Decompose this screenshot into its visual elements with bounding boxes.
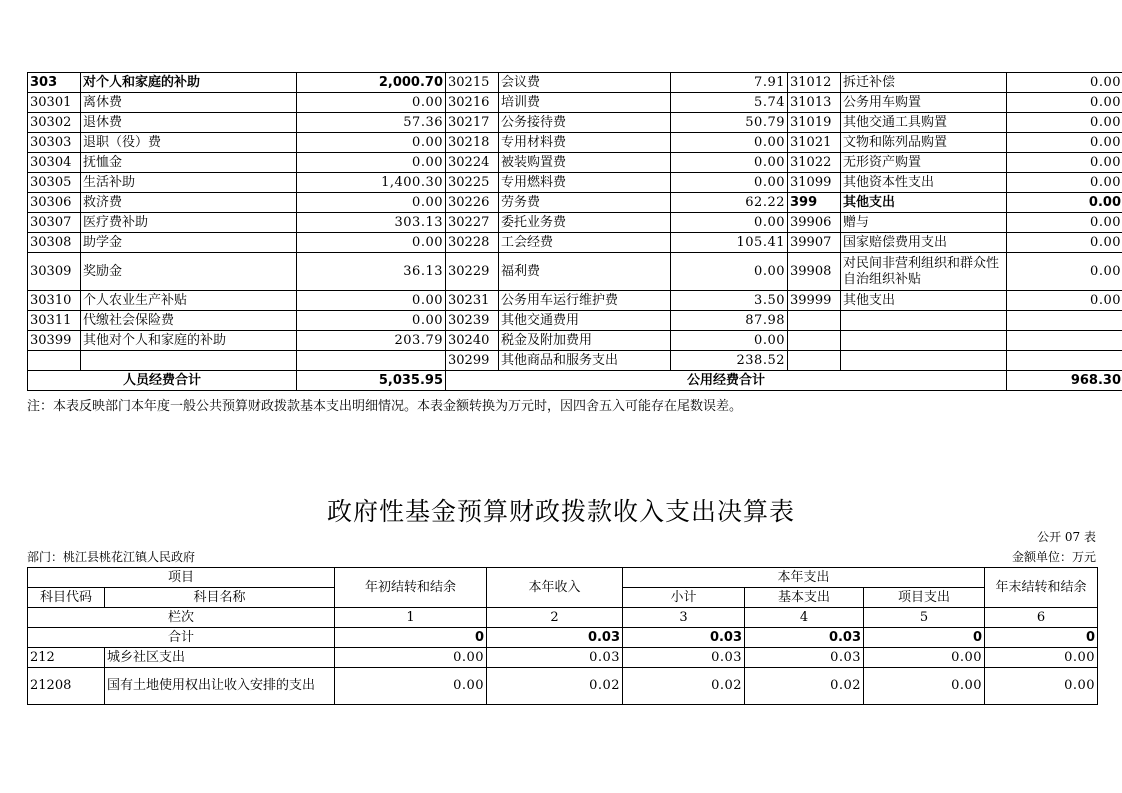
row-code: 30303 bbox=[28, 133, 81, 153]
table-row bbox=[28, 331, 1122, 351]
row-val: 57.36 bbox=[297, 113, 446, 133]
column-number: 3 bbox=[623, 608, 745, 628]
row-val: 0.00 bbox=[1007, 153, 1122, 173]
row-code: 30216 bbox=[446, 93, 499, 113]
table-row bbox=[28, 291, 1122, 311]
column-number: 4 bbox=[745, 608, 864, 628]
row-name: 个人农业生产补贴 bbox=[81, 291, 297, 311]
row-name: 对民间非营利组织和群众性自治组织补贴 bbox=[841, 253, 1007, 291]
total-value: 0.03 bbox=[745, 628, 864, 648]
row-code bbox=[788, 311, 841, 331]
row-code: 30228 bbox=[446, 233, 499, 253]
row-name: 抚恤金 bbox=[81, 153, 297, 173]
row-name: 税金及附加费用 bbox=[499, 331, 671, 351]
row-val: 0.00 bbox=[1007, 193, 1122, 213]
column-number-row bbox=[28, 608, 1098, 628]
row-code: 212 bbox=[28, 648, 105, 668]
row-val: 0.00 bbox=[1007, 113, 1122, 133]
row-code: 30310 bbox=[28, 291, 81, 311]
row-code: 30307 bbox=[28, 213, 81, 233]
row-name: 被装购置费 bbox=[499, 153, 671, 173]
row-val: 0.00 bbox=[297, 291, 446, 311]
row-code: 30225 bbox=[446, 173, 499, 193]
row-name bbox=[841, 311, 1007, 331]
header-opening: 年初结转和结余 bbox=[335, 568, 487, 608]
table-row bbox=[28, 668, 1098, 705]
row-name: 公务接待费 bbox=[499, 113, 671, 133]
header-expense: 本年支出 bbox=[623, 568, 985, 588]
row-code: 30227 bbox=[446, 213, 499, 233]
row-val: 50.79 bbox=[671, 113, 788, 133]
row-name: 离休费 bbox=[81, 93, 297, 113]
unit-label: 金额单位：万元 bbox=[1011, 550, 1096, 564]
row-val: 1,400.30 bbox=[297, 173, 446, 193]
row-code: 31013 bbox=[788, 93, 841, 113]
row-name: 文物和陈列品购置 bbox=[841, 133, 1007, 153]
row-name: 其他交通费用 bbox=[499, 311, 671, 331]
row-val: 0.00 bbox=[1007, 253, 1122, 291]
table-row bbox=[28, 311, 1122, 331]
row-val: 0.00 bbox=[1007, 93, 1122, 113]
total-row bbox=[28, 628, 1098, 648]
row-code: 30299 bbox=[446, 351, 499, 371]
row-name: 医疗费补助 bbox=[81, 213, 297, 233]
row-val: 62.22 bbox=[671, 193, 788, 213]
row-val: 0.00 bbox=[1007, 73, 1122, 93]
row-name: 城乡社区支出 bbox=[105, 648, 335, 668]
row-name: 其他对个人和家庭的补助 bbox=[81, 331, 297, 351]
row-val: 0.00 bbox=[1007, 233, 1122, 253]
table-row bbox=[28, 153, 1122, 173]
row-value: 0.02 bbox=[487, 668, 623, 705]
table-row bbox=[28, 93, 1122, 113]
row-val: 0.00 bbox=[671, 331, 788, 351]
row-val bbox=[1007, 351, 1122, 371]
row-val: 7.91 bbox=[671, 73, 788, 93]
header-subtotal: 小计 bbox=[623, 588, 745, 608]
column-number: 6 bbox=[985, 608, 1098, 628]
row-name: 工会经费 bbox=[499, 233, 671, 253]
row-val: 0.00 bbox=[1007, 173, 1122, 193]
row-name: 退休费 bbox=[81, 113, 297, 133]
row-value: 0.02 bbox=[623, 668, 745, 705]
row-value: 0.03 bbox=[487, 648, 623, 668]
row-name: 专用材料费 bbox=[499, 133, 671, 153]
header-code: 科目代码 bbox=[28, 588, 105, 608]
page-title: 政府性基金预算财政拨款收入支出决算表 bbox=[326, 497, 795, 526]
header-project-exp: 项目支出 bbox=[864, 588, 985, 608]
row-code: 30302 bbox=[28, 113, 81, 133]
row-name bbox=[81, 351, 297, 371]
header-name: 科目名称 bbox=[105, 588, 335, 608]
total-value: 0 bbox=[864, 628, 985, 648]
row-code: 31099 bbox=[788, 173, 841, 193]
row-name: 委托业务费 bbox=[499, 213, 671, 233]
table-row bbox=[28, 133, 1122, 153]
public-total-label: 公用经费合计 bbox=[446, 371, 1007, 391]
personnel-total-label: 人员经费合计 bbox=[28, 371, 297, 391]
header-basic: 基本支出 bbox=[745, 588, 864, 608]
row-code: 39907 bbox=[788, 233, 841, 253]
column-number: 2 bbox=[487, 608, 623, 628]
row-val: 87.98 bbox=[671, 311, 788, 331]
row-code: 30306 bbox=[28, 193, 81, 213]
row-value: 0.00 bbox=[335, 648, 487, 668]
row-code: 39906 bbox=[788, 213, 841, 233]
table-row bbox=[28, 73, 1122, 93]
row-value: 0.00 bbox=[985, 648, 1098, 668]
row-value: 0.00 bbox=[335, 668, 487, 705]
row-code: 30304 bbox=[28, 153, 81, 173]
row-name: 对个人和家庭的补助 bbox=[81, 73, 297, 93]
fund-budget-table bbox=[27, 567, 1098, 705]
row-name: 福利费 bbox=[499, 253, 671, 291]
row-value: 0.00 bbox=[864, 648, 985, 668]
row-name: 其他支出 bbox=[841, 291, 1007, 311]
row-val: 203.79 bbox=[297, 331, 446, 351]
row-val: 0.00 bbox=[1007, 291, 1122, 311]
department-label: 部门：桃江县桃花江镇人民政府 bbox=[27, 550, 196, 564]
total-label: 合计 bbox=[28, 628, 335, 648]
row-value: 0.03 bbox=[623, 648, 745, 668]
row-name: 赠与 bbox=[841, 213, 1007, 233]
row-code: 30309 bbox=[28, 253, 81, 291]
row-val: 0.00 bbox=[297, 311, 446, 331]
row-val bbox=[1007, 311, 1122, 331]
row-name: 退职（役）费 bbox=[81, 133, 297, 153]
total-value: 0.03 bbox=[487, 628, 623, 648]
header-row-1 bbox=[28, 568, 1098, 588]
row-val: 0.00 bbox=[671, 213, 788, 233]
row-name: 公务用车购置 bbox=[841, 93, 1007, 113]
row-name: 国有土地使用权出让收入安排的支出 bbox=[105, 668, 335, 705]
expenditure-detail-table bbox=[27, 72, 1122, 391]
table-row bbox=[28, 233, 1122, 253]
row-val: 0.00 bbox=[1007, 213, 1122, 233]
row-value: 0.00 bbox=[985, 668, 1098, 705]
row-code bbox=[788, 351, 841, 371]
row-code: 30240 bbox=[446, 331, 499, 351]
row-val: 0.00 bbox=[297, 93, 446, 113]
row-val bbox=[297, 351, 446, 371]
row-code: 21208 bbox=[28, 668, 105, 705]
table-row bbox=[28, 113, 1122, 133]
table-number: 公开 07 表 bbox=[1037, 530, 1096, 544]
row-value: 0.03 bbox=[745, 648, 864, 668]
table-note: 注：本表反映部门本年度一般公共预算财政拨款基本支出明细情况。本表金额转换为万元时，因四舍五入可能存在尾数误差。 bbox=[27, 399, 743, 414]
table-row bbox=[28, 213, 1122, 233]
row-code: 31012 bbox=[788, 73, 841, 93]
row-name: 专用燃料费 bbox=[499, 173, 671, 193]
row-code: 303 bbox=[28, 73, 81, 93]
row-code: 30308 bbox=[28, 233, 81, 253]
row-name: 其他资本性支出 bbox=[841, 173, 1007, 193]
row-code: 30399 bbox=[28, 331, 81, 351]
row-value: 0.00 bbox=[864, 668, 985, 705]
row-code: 399 bbox=[788, 193, 841, 213]
row-val: 0.00 bbox=[297, 153, 446, 173]
row-code: 39908 bbox=[788, 253, 841, 291]
table-row bbox=[28, 253, 1122, 291]
row-val: 0.00 bbox=[671, 133, 788, 153]
total-value: 0.03 bbox=[623, 628, 745, 648]
totals-row bbox=[28, 371, 1122, 391]
row-value: 0.02 bbox=[745, 668, 864, 705]
row-code: 30239 bbox=[446, 311, 499, 331]
row-name: 助学金 bbox=[81, 233, 297, 253]
row-name: 国家赔偿费用支出 bbox=[841, 233, 1007, 253]
row-name: 代缴社会保险费 bbox=[81, 311, 297, 331]
table-row bbox=[28, 193, 1122, 213]
row-name: 培训费 bbox=[499, 93, 671, 113]
table-row bbox=[28, 351, 1122, 371]
row-val: 0.00 bbox=[297, 133, 446, 153]
row-code: 30226 bbox=[446, 193, 499, 213]
row-name: 劳务费 bbox=[499, 193, 671, 213]
table-row bbox=[28, 648, 1098, 668]
row-code: 31021 bbox=[788, 133, 841, 153]
row-val: 0.00 bbox=[671, 153, 788, 173]
row-name: 拆迁补偿 bbox=[841, 73, 1007, 93]
row-name bbox=[841, 351, 1007, 371]
row-code: 30231 bbox=[446, 291, 499, 311]
header-income: 本年收入 bbox=[487, 568, 623, 608]
row-name: 会议费 bbox=[499, 73, 671, 93]
row-val: 3.50 bbox=[671, 291, 788, 311]
row-val: 0.00 bbox=[297, 193, 446, 213]
row-name: 无形资产购置 bbox=[841, 153, 1007, 173]
row-val: 238.52 bbox=[671, 351, 788, 371]
row-val: 36.13 bbox=[297, 253, 446, 291]
row-val: 5.74 bbox=[671, 93, 788, 113]
row-name: 奖励金 bbox=[81, 253, 297, 291]
row-code bbox=[788, 331, 841, 351]
row-name: 救济费 bbox=[81, 193, 297, 213]
row-name: 其他支出 bbox=[841, 193, 1007, 213]
column-number: 1 bbox=[335, 608, 487, 628]
column-row-label: 栏次 bbox=[28, 608, 335, 628]
row-name bbox=[841, 331, 1007, 351]
row-code: 30217 bbox=[446, 113, 499, 133]
total-value: 0 bbox=[335, 628, 487, 648]
row-code: 31019 bbox=[788, 113, 841, 133]
row-val: 2,000.70 bbox=[297, 73, 446, 93]
row-val: 0.00 bbox=[297, 233, 446, 253]
row-code: 30224 bbox=[446, 153, 499, 173]
row-name: 其他商品和服务支出 bbox=[499, 351, 671, 371]
row-code: 30311 bbox=[28, 311, 81, 331]
total-value: 0 bbox=[985, 628, 1098, 648]
row-name: 生活补助 bbox=[81, 173, 297, 193]
row-code: 30215 bbox=[446, 73, 499, 93]
header-project: 项目 bbox=[28, 568, 335, 588]
row-val: 0.00 bbox=[671, 173, 788, 193]
row-code: 30218 bbox=[446, 133, 499, 153]
personnel-total-value: 5,035.95 bbox=[297, 371, 446, 391]
row-code: 30301 bbox=[28, 93, 81, 113]
row-val: 303.13 bbox=[297, 213, 446, 233]
row-val: 105.41 bbox=[671, 233, 788, 253]
row-name: 其他交通工具购置 bbox=[841, 113, 1007, 133]
row-code: 31022 bbox=[788, 153, 841, 173]
row-val: 0.00 bbox=[671, 253, 788, 291]
row-val bbox=[1007, 331, 1122, 351]
table-row bbox=[28, 173, 1122, 193]
header-closing: 年末结转和结余 bbox=[985, 568, 1098, 608]
row-code: 30229 bbox=[446, 253, 499, 291]
row-name: 公务用车运行维护费 bbox=[499, 291, 671, 311]
column-number: 5 bbox=[864, 608, 985, 628]
row-val: 0.00 bbox=[1007, 133, 1122, 153]
row-code: 30305 bbox=[28, 173, 81, 193]
row-code: 39999 bbox=[788, 291, 841, 311]
public-total-value: 968.30 bbox=[1007, 371, 1122, 391]
row-code bbox=[28, 351, 81, 371]
